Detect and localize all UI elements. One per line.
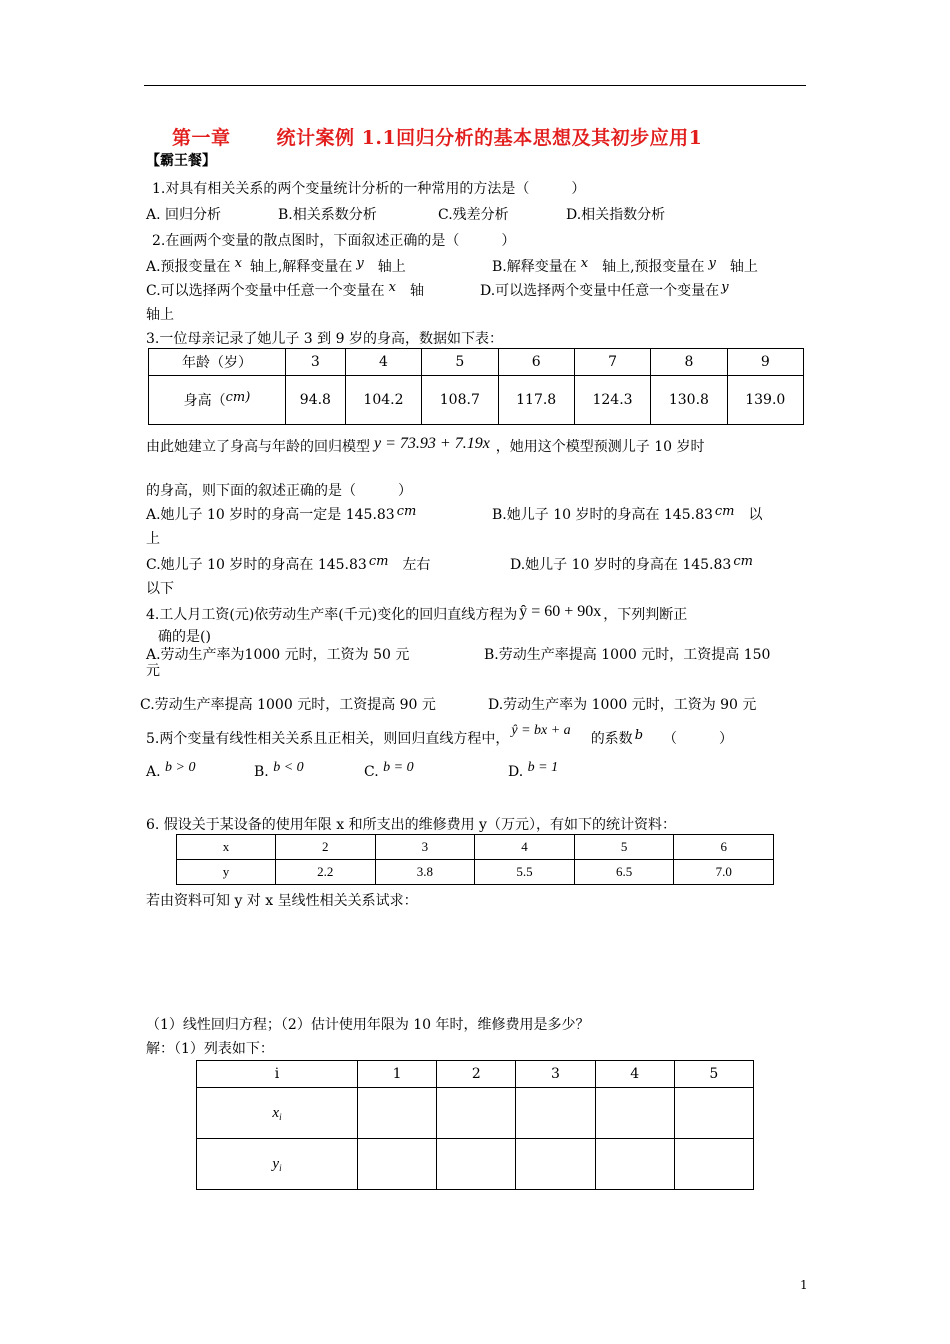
q1-option-d: D.相关指数分析 (566, 207, 666, 223)
table-cell: 8 (651, 349, 727, 376)
table-cell (197, 1139, 358, 1190)
var-x: x (388, 280, 397, 295)
q5-stem (146, 723, 734, 748)
q4-option-b: B.劳动生产率提高 1000 元时，工资提高 150 (484, 647, 771, 663)
q4-stem-wrap: 确的是() (158, 629, 211, 645)
table-cell (149, 376, 286, 425)
table-cell (437, 1139, 516, 1190)
q3-model-pre: 由此她建立了身高与年龄的回归模型 (146, 439, 370, 455)
table-row (177, 860, 774, 885)
unit-cm: cm (714, 504, 735, 519)
q3-c-text: C.她儿子 10 岁时的身高在 145.83 (146, 557, 367, 573)
q3-option-d (510, 554, 753, 574)
table-cell: 5 (674, 1061, 753, 1088)
q3-a-text: A.她儿子 10 岁时的身高一定是 145.83 (146, 507, 395, 523)
q4-option-a: A.劳动生产率为1000 元时，工资为 50 元 (146, 647, 410, 663)
q2-d-wrap: 轴上 (146, 307, 174, 323)
table-cell: 7 (574, 349, 650, 376)
q3-b-text: B.她儿子 10 岁时的身高在 145.83 (492, 507, 713, 523)
table-row (149, 349, 804, 376)
q1-stem: 1.对具有相关关系的两个变量统计分析的一种常用的方法是（ ） (152, 181, 586, 197)
header-rule (144, 85, 806, 86)
q5-c-math: b = 0 (383, 760, 414, 775)
table-cell: 94.8 (286, 376, 346, 425)
var-x: x (580, 256, 589, 271)
table-row (197, 1061, 754, 1088)
table-cell: 2 (437, 1061, 516, 1088)
table-cell: 4 (595, 1061, 674, 1088)
q2-a-pre: A.预报变量在 (146, 259, 231, 275)
q2-option-c (146, 280, 424, 300)
table-cell (674, 1139, 753, 1190)
q5-stem-mid: 的系数 (590, 731, 633, 747)
table-cell: 1 (358, 1061, 437, 1088)
q6-tasks: （1）线性回归方程；（2）估计使用年限为 10 年时，维修费用是多少？ (146, 1017, 590, 1033)
table-cell (516, 1088, 595, 1139)
table-cell: 4 (475, 835, 575, 860)
var-y: y (356, 256, 364, 271)
xi-base: x (272, 1104, 280, 1121)
table-cell: 5 (422, 349, 498, 376)
table-cell: 139.0 (727, 376, 803, 425)
table-cell (595, 1088, 674, 1139)
yi-sub: i (279, 1162, 282, 1173)
q2-option-a (146, 256, 406, 276)
table-cell: 6.5 (574, 860, 674, 885)
q3-stem: 3.一位母亲记录了她儿子 3 到 9 岁的身高，数据如下表： (146, 331, 503, 347)
q4-option-d: D.劳动生产率为 1000 元时，工资为 90 元 (488, 697, 757, 713)
table-cell: 5.5 (475, 860, 575, 885)
q6-stem: 6. 假设关于某设备的使用年限 x 和所支出的维修费用 y（万元），有如下的统计资料： (146, 817, 676, 833)
q3-b-post: 以 (748, 507, 763, 523)
table-cell (516, 1139, 595, 1190)
q3-model-line (146, 436, 705, 456)
unit-cm: cm (733, 554, 753, 569)
table-cell: y (177, 860, 276, 885)
q3-line2: 的身高，则下面的叙述正确的是（ ） (146, 483, 412, 499)
yi-base: y (272, 1155, 280, 1172)
page-title (172, 123, 702, 150)
q3-d-wrap: 以下 (146, 581, 174, 597)
q2-a-mid: 轴上,解释变量在 (249, 259, 353, 275)
q5-b-math: b < 0 (273, 760, 304, 775)
q1-option-a: A. 回归分析 (146, 207, 222, 223)
chapter-label: 第一章 (172, 127, 231, 149)
table-cell (358, 1088, 437, 1139)
q1-option-c: C.残差分析 (438, 207, 509, 223)
q5-c-label: C. (364, 764, 379, 780)
yi-label (272, 1156, 281, 1172)
q4-option-c: C.劳动生产率提高 1000 元时，工资提高 90 元 (140, 697, 436, 713)
q5-stem-post: （ ） (663, 731, 734, 747)
var-x: x (234, 256, 242, 271)
table-row (197, 1088, 754, 1139)
var-y: y (721, 280, 729, 295)
q4-stem (146, 604, 687, 624)
table-cell: 3 (375, 835, 475, 860)
q6-data-table (176, 834, 774, 885)
table-cell: 3 (286, 349, 346, 376)
q5-a-label: A. (146, 764, 161, 780)
table-cell: x (177, 835, 276, 860)
table-cell: 104.2 (345, 376, 421, 425)
q5-d-label: D. (508, 764, 524, 780)
unit-cm: cm) (225, 390, 251, 405)
table-cell (674, 1088, 753, 1139)
q2-c-pre: C.可以选择两个变量中任意一个变量在 (146, 283, 385, 299)
q2-option-b (492, 256, 758, 276)
q4-b-wrap: 元 (146, 663, 160, 679)
q2-b-post: 轴上 (729, 259, 758, 275)
q3-height-table (148, 348, 804, 425)
table-cell: 6 (674, 835, 774, 860)
unit-cm: cm (368, 554, 389, 569)
table-cell (358, 1139, 437, 1190)
table-cell: 3.8 (375, 860, 475, 885)
table-cell: 117.8 (498, 376, 574, 425)
row-label: 身高（ (183, 393, 226, 409)
q5-stem-pre: 5.两个变量有线性相关关系且正相关，则回归直线方程中， (146, 731, 510, 747)
table-cell: i (197, 1061, 358, 1088)
xi-label (272, 1105, 281, 1121)
table-cell: 5 (574, 835, 674, 860)
q6-solution: 解：（1）列表如下： (146, 1041, 274, 1057)
xi-sub: i (279, 1111, 282, 1122)
table-cell: 2 (276, 835, 376, 860)
q3-option-b (492, 504, 763, 524)
q4-equation: ŷ = 60 + 90x (519, 603, 602, 620)
table-cell: 130.8 (651, 376, 727, 425)
q3-model-post: ，她用这个模型预测儿子 10 岁时 (495, 439, 705, 455)
q1-option-b: B.相关系数分析 (278, 207, 377, 223)
q5-a-math: b > 0 (165, 760, 196, 775)
table-cell: 124.3 (574, 376, 650, 425)
section-label: 【霸王餐】 (146, 153, 216, 169)
q5-option-b (254, 760, 304, 781)
coef-b: b (634, 728, 644, 743)
table-cell: 年龄（岁） (149, 349, 286, 376)
q3-option-c (146, 554, 430, 574)
q2-b-mid: 轴上,预报变量在 (602, 259, 705, 275)
q5-equation: ŷ = bx + a (511, 723, 571, 738)
q2-stem: 2.在画两个变量的散点图时，下面叙述正确的是（ ） (152, 233, 516, 249)
q2-d-pre: D.可以选择两个变量中任意一个变量在 (480, 283, 720, 299)
table-cell: 7.0 (674, 860, 774, 885)
table-row (197, 1139, 754, 1190)
var-y: y (708, 256, 716, 271)
q6-solution-table (196, 1060, 754, 1190)
q3-option-a (146, 504, 416, 524)
q6-after: 若由资料可知 y 对 x 呈线性相关关系试求： (146, 893, 418, 909)
title-text: 统计案例 1.1回归分析的基本思想及其初步应用1 (276, 127, 703, 149)
q5-option-c (364, 760, 414, 781)
q3-b-wrap: 上 (146, 531, 160, 547)
table-cell: 9 (727, 349, 803, 376)
q2-a-post: 轴上 (377, 259, 406, 275)
table-row (177, 835, 774, 860)
q4-stem-post: ，下列判断正 (603, 607, 688, 623)
table-cell: 108.7 (422, 376, 498, 425)
table-cell (595, 1139, 674, 1190)
q5-d-math: b = 1 (527, 760, 559, 775)
q4-stem-pre: 4.工人月工资(元)依劳动生产率(千元)变化的回归直线方程为 (146, 607, 518, 623)
q5-option-d (508, 760, 559, 781)
table-cell: 3 (516, 1061, 595, 1088)
table-cell (437, 1088, 516, 1139)
q2-option-d (480, 280, 729, 300)
table-cell: 6 (498, 349, 574, 376)
table-cell: 4 (345, 349, 421, 376)
q5-b-label: B. (254, 764, 269, 780)
table-row (149, 376, 804, 425)
q3-c-post: 左右 (402, 557, 431, 573)
q2-c-post: 轴 (410, 283, 425, 299)
table-cell: 2.2 (276, 860, 376, 885)
unit-cm: cm (396, 504, 417, 519)
q2-b-pre: B.解释变量在 (492, 259, 577, 275)
q3-d-text: D.她儿子 10 岁时的身高在 145.83 (510, 557, 732, 573)
table-cell (197, 1088, 358, 1139)
page-number: 1 (800, 1278, 808, 1292)
q5-option-a (146, 760, 196, 781)
regression-model: y = 73.93 + 7.19x (374, 435, 490, 452)
